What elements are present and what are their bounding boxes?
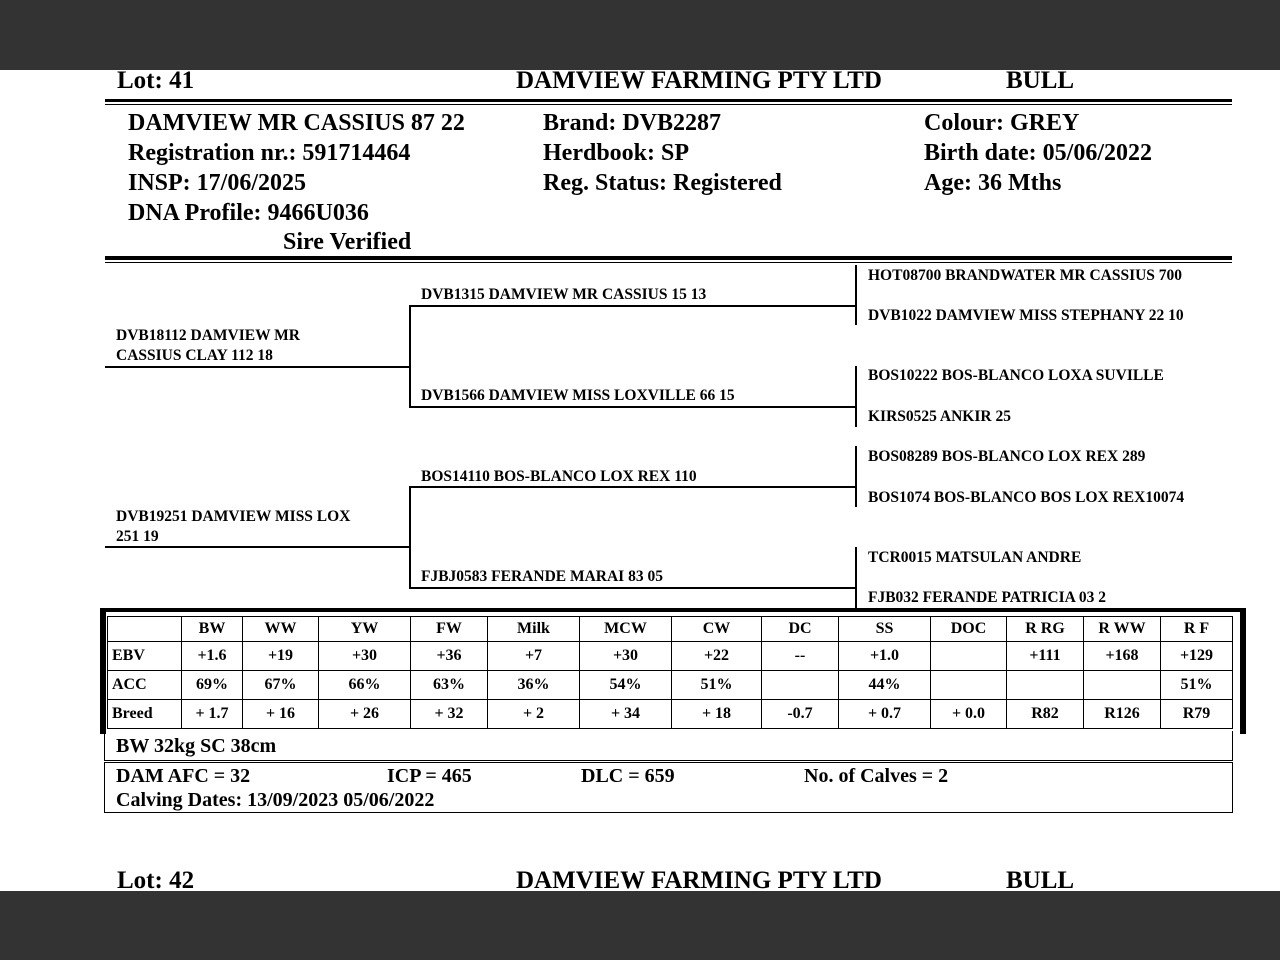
table-cell: 54% (580, 671, 672, 700)
table-header: R WW (1084, 617, 1161, 642)
measurements: BW 32kg SC 38cm (116, 735, 277, 757)
pedigree-sire-sire: DVB1315 DAMVIEW MR CASSIUS 15 13 (421, 286, 707, 303)
table-header: CW (672, 617, 762, 642)
table-cell: R79 (1161, 700, 1233, 729)
table-cell: +1.6 (182, 642, 243, 671)
viewer-top-bar (0, 0, 1280, 70)
table-cell: +30 (319, 642, 411, 671)
table-header (108, 617, 182, 642)
next-breeder-name: DAMVIEW FARMING PTY LTD (516, 867, 882, 891)
table-header: R F (1161, 617, 1233, 642)
table-cell: + 18 (672, 700, 762, 729)
table-cell (762, 671, 839, 700)
pedigree-sds: BOS10222 BOS-BLANCO LOXA SUVILLE (868, 367, 1164, 384)
animal-name: DAMVIEW MR CASSIUS 87 22 (128, 110, 465, 136)
pedigree-sire-dam: DVB1566 DAMVIEW MISS LOXVILLE 66 15 (421, 387, 735, 404)
registration-status: Reg. Status: Registered (543, 170, 782, 196)
table-cell: + 0.0 (931, 700, 1007, 729)
brand: Brand: DVB2287 (543, 110, 722, 136)
table-cell (931, 671, 1007, 700)
pedigree-dam: DVB19251 DAMVIEW MISS LOX 251 19 (116, 508, 351, 545)
table-cell: +111 (1007, 642, 1084, 671)
table-cell: 44% (839, 671, 931, 700)
inspection-date: INSP: 17/06/2025 (128, 170, 307, 196)
table-cell: 36% (488, 671, 580, 700)
table-cell: +30 (580, 642, 672, 671)
pedigree-dam-sire: BOS14110 BOS-BLANCO LOX REX 110 (421, 468, 697, 485)
table-cell: +1.0 (839, 642, 931, 671)
table-cell: 51% (1161, 671, 1233, 700)
table-header: R RG (1007, 617, 1084, 642)
pedigree-ddd: FJB032 FERANDE PATRICIA 03 2 (868, 589, 1106, 606)
table-cell (1084, 671, 1161, 700)
table-cell: R82 (1007, 700, 1084, 729)
table-header: FW (411, 617, 488, 642)
table-cell: + 0.7 (839, 700, 931, 729)
breeder-name: DAMVIEW FARMING PTY LTD (516, 70, 882, 94)
table-header: MCW (580, 617, 672, 642)
table-cell: R126 (1084, 700, 1161, 729)
table-cell: + 34 (580, 700, 672, 729)
dam-calves: No. of Calves = 2 (804, 765, 949, 787)
pedigree-dam-dam: FJBJ0583 FERANDE MARAI 83 05 (421, 568, 663, 585)
sire-verified: Sire Verified (283, 229, 412, 255)
table-header: WW (243, 617, 319, 642)
table-cell: -- (762, 642, 839, 671)
table-cell: +129 (1161, 642, 1233, 671)
dna-profile: DNA Profile: 9466U036 (128, 200, 369, 226)
herdbook: Herdbook: SP (543, 140, 690, 166)
table-row (108, 700, 1233, 729)
pedigree-sire: DVB18112 DAMVIEW MR CASSIUS CLAY 112 18 (116, 327, 300, 364)
table-cell: 69% (182, 671, 243, 700)
table-cell: + 16 (243, 700, 319, 729)
pedigree-ssd: DVB1022 DAMVIEW MISS STEPHANY 22 10 (868, 307, 1184, 324)
colour: Colour: GREY (924, 110, 1080, 136)
table-header: Milk (488, 617, 580, 642)
pedigree-sdd: KIRS0525 ANKIR 25 (868, 408, 1011, 425)
table-cell: EBV (108, 642, 182, 671)
table-cell: +168 (1084, 642, 1161, 671)
pedigree-sss: HOT08700 BRANDWATER MR CASSIUS 700 (868, 267, 1183, 284)
dam-icp: ICP = 465 (387, 765, 472, 787)
table-cell: +19 (243, 642, 319, 671)
age: Age: 36 Mths (924, 170, 1062, 196)
table-header: DC (762, 617, 839, 642)
table-cell (931, 642, 1007, 671)
table-header: YW (319, 617, 411, 642)
table-cell: +7 (488, 642, 580, 671)
dam-afc: DAM AFC = 32 (116, 765, 251, 787)
viewer-bottom-bar (0, 891, 1280, 960)
table-row (108, 642, 1233, 671)
header-rule (105, 99, 1232, 102)
calving-dates: Calving Dates: 13/09/2023 05/06/2022 (116, 789, 435, 811)
table-header: DOC (931, 617, 1007, 642)
table-cell: ACC (108, 671, 182, 700)
table-cell: 63% (411, 671, 488, 700)
table-header-row (108, 617, 1233, 642)
registration-number: Registration nr.: 591714464 (128, 140, 411, 166)
info-rule-thin (105, 262, 1232, 263)
header-rule-thin (105, 104, 1232, 105)
table-cell: + 26 (319, 700, 411, 729)
next-animal-sex: BULL (1006, 867, 1075, 891)
pedigree-dss: BOS08289 BOS-BLANCO LOX REX 289 (868, 448, 1146, 465)
table-cell: + 1.7 (182, 700, 243, 729)
table-cell: 51% (672, 671, 762, 700)
table-row (108, 671, 1233, 700)
animal-sex: BULL (1006, 70, 1075, 94)
table-cell: 66% (319, 671, 411, 700)
table-cell: +36 (411, 642, 488, 671)
pedigree-dds: TCR0015 MATSULAN ANDRE (868, 549, 1082, 566)
catalogue-page (0, 70, 1280, 891)
next-lot-number: Lot: 42 (117, 867, 195, 891)
pedigree-dsd: BOS1074 BOS-BLANCO BOS LOX REX10074 (868, 489, 1185, 506)
lot-number: Lot: 41 (117, 70, 195, 94)
table-cell: Breed (108, 700, 182, 729)
birth-date: Birth date: 05/06/2022 (924, 140, 1152, 166)
table-cell: 67% (243, 671, 319, 700)
table-cell: + 2 (488, 700, 580, 729)
table-cell: -0.7 (762, 700, 839, 729)
table-header: SS (839, 617, 931, 642)
dam-dlc: DLC = 659 (581, 765, 675, 787)
table-cell: + 32 (411, 700, 488, 729)
table-header: BW (182, 617, 243, 642)
info-rule (105, 256, 1232, 260)
table-cell: +22 (672, 642, 762, 671)
table-cell (1007, 671, 1084, 700)
ebv-table (107, 616, 1233, 729)
